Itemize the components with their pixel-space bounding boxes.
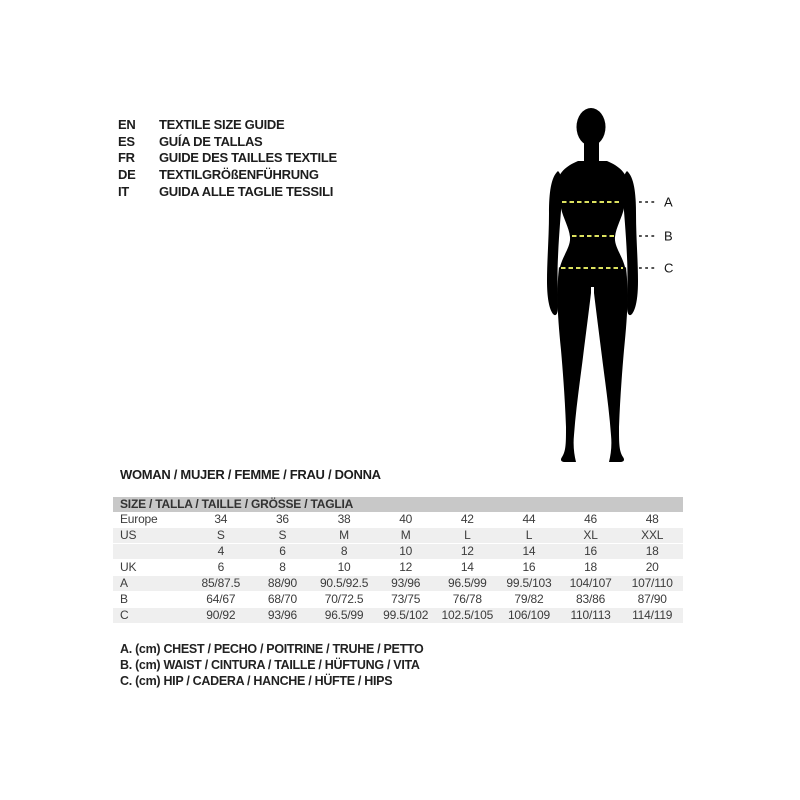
size-cell: 83/86 bbox=[576, 592, 606, 606]
size-cell: 36 bbox=[275, 512, 289, 526]
size-cell: 106/109 bbox=[507, 608, 550, 622]
size-cell: 18 bbox=[584, 560, 598, 574]
size-cell: 40 bbox=[399, 512, 413, 526]
size-cell: 99.5/102 bbox=[383, 608, 429, 622]
language-row-de bbox=[118, 166, 337, 183]
size-cell: 8 bbox=[279, 560, 286, 574]
marker-label-a: A bbox=[664, 194, 673, 210]
size-cell: S bbox=[278, 528, 287, 542]
language-row-en bbox=[118, 116, 337, 133]
section-title-woman: WOMAN / MUJER / FEMME / FRAU / DONNA bbox=[120, 467, 381, 482]
size-cell: 107/110 bbox=[631, 576, 673, 590]
size-table-header: SIZE / TALLA / TAILLE / GRÖSSE / TAGLIA bbox=[113, 497, 683, 512]
size-cell: 6 bbox=[217, 560, 225, 574]
size-cell: 48 bbox=[645, 512, 659, 526]
size-cell: 110/113 bbox=[570, 608, 611, 622]
language-guide-title: GUIDE DES TAILLES TEXTILE bbox=[159, 150, 337, 166]
size-cell: S bbox=[216, 528, 225, 542]
size-row-label: US bbox=[120, 528, 137, 542]
size-row-label: UK bbox=[120, 560, 137, 574]
size-row-europe bbox=[113, 512, 683, 528]
size-row-a bbox=[113, 576, 683, 592]
size-cell: 76/78 bbox=[452, 592, 482, 606]
size-cell: M bbox=[339, 528, 349, 542]
size-cell: L bbox=[525, 528, 533, 542]
marker-label-c: C bbox=[664, 260, 674, 276]
size-cell: 79/82 bbox=[514, 592, 544, 606]
size-cell: 68/70 bbox=[267, 592, 297, 606]
size-cell: 20 bbox=[645, 560, 659, 574]
language-code: EN bbox=[118, 116, 136, 132]
size-cell: 85/87.5 bbox=[201, 576, 241, 590]
size-row-us-numeric bbox=[113, 544, 683, 560]
marker-label-b: B bbox=[664, 228, 673, 244]
size-cell: 46 bbox=[584, 512, 598, 526]
size-cell: 18 bbox=[645, 544, 659, 558]
size-cell: 90.5/92.5 bbox=[319, 576, 369, 590]
size-cell: XL bbox=[583, 528, 598, 542]
size-row-uk bbox=[113, 560, 683, 576]
language-code: ES bbox=[118, 133, 135, 149]
size-cell: 14 bbox=[522, 544, 536, 558]
size-cell: 90/92 bbox=[206, 608, 236, 622]
language-row-it bbox=[118, 183, 337, 200]
size-cell: 16 bbox=[522, 560, 536, 574]
size-row-us bbox=[113, 528, 683, 544]
size-cell: 42 bbox=[460, 512, 474, 526]
measurement-legend bbox=[120, 641, 423, 689]
size-cell: 93/96 bbox=[267, 608, 297, 622]
size-row-b bbox=[113, 592, 683, 608]
size-table bbox=[113, 497, 683, 624]
size-row-c bbox=[113, 608, 683, 624]
size-cell: 70/72.5 bbox=[324, 592, 364, 606]
language-row-es bbox=[118, 133, 337, 150]
language-code: DE bbox=[118, 167, 136, 183]
size-cell: 8 bbox=[340, 544, 348, 558]
size-cell: 102.5/105 bbox=[441, 608, 494, 622]
size-cell: 14 bbox=[460, 560, 474, 574]
size-cell: M bbox=[400, 528, 411, 542]
size-cell: 34 bbox=[214, 512, 228, 526]
legend-line-a: A. (cm) CHEST / PECHO / POITRINE / TRUHE / PETTO bbox=[120, 642, 424, 656]
language-guide-title: GUIDA ALLE TAGLIE TESSILI bbox=[159, 184, 334, 200]
language-code: FR bbox=[118, 150, 135, 166]
size-cell: 96.5/99 bbox=[447, 576, 487, 590]
language-guide-title: TEXTILE SIZE GUIDE bbox=[159, 116, 285, 132]
size-row-label: Europe bbox=[120, 512, 158, 526]
language-guide-title: TEXTILGRÖßENFÜHRUNG bbox=[159, 167, 319, 183]
legend-line-c: C. (cm) HIP / CADERA / HANCHE / HÜFTE / HIPS bbox=[120, 674, 393, 688]
size-cell: 16 bbox=[584, 544, 598, 558]
size-cell: 73/75 bbox=[391, 592, 421, 606]
woman-silhouette-figure bbox=[545, 105, 675, 465]
size-cell: 93/96 bbox=[391, 576, 421, 590]
size-table-body bbox=[113, 512, 683, 624]
language-title-list bbox=[118, 116, 337, 200]
size-row-label: B bbox=[120, 592, 128, 606]
size-cell: 64/67 bbox=[206, 592, 236, 606]
legend-line-b: B. (cm) WAIST / CINTURA / TAILLE / HÜFTUNG / VITA bbox=[120, 658, 420, 672]
size-cell: 12 bbox=[460, 544, 474, 558]
size-cell: L bbox=[464, 528, 471, 542]
size-cell: 87/90 bbox=[637, 592, 667, 606]
size-cell: 96.5/99 bbox=[324, 608, 364, 622]
size-cell: 99.5/103 bbox=[506, 576, 552, 590]
size-cell: XXL bbox=[641, 528, 664, 542]
language-code: IT bbox=[118, 184, 129, 200]
size-cell: 10 bbox=[337, 560, 351, 574]
size-cell: 10 bbox=[399, 544, 413, 558]
size-row-label: C bbox=[120, 608, 129, 622]
size-cell: 114/119 bbox=[632, 608, 673, 622]
size-cell: 4 bbox=[217, 544, 225, 558]
size-cell: 104/107 bbox=[569, 576, 612, 590]
size-row-label: A bbox=[120, 576, 128, 590]
size-cell: 44 bbox=[522, 512, 536, 526]
size-cell: 38 bbox=[337, 512, 351, 526]
size-cell: 12 bbox=[399, 560, 413, 574]
size-cell: 88/90 bbox=[267, 576, 297, 590]
language-guide-title: GUÍA DE TALLAS bbox=[159, 133, 263, 149]
size-cell: 6 bbox=[279, 544, 286, 558]
woman-silhouette-shape bbox=[547, 108, 638, 462]
woman-silhouette-svg bbox=[545, 105, 675, 465]
language-row-fr bbox=[118, 150, 337, 167]
